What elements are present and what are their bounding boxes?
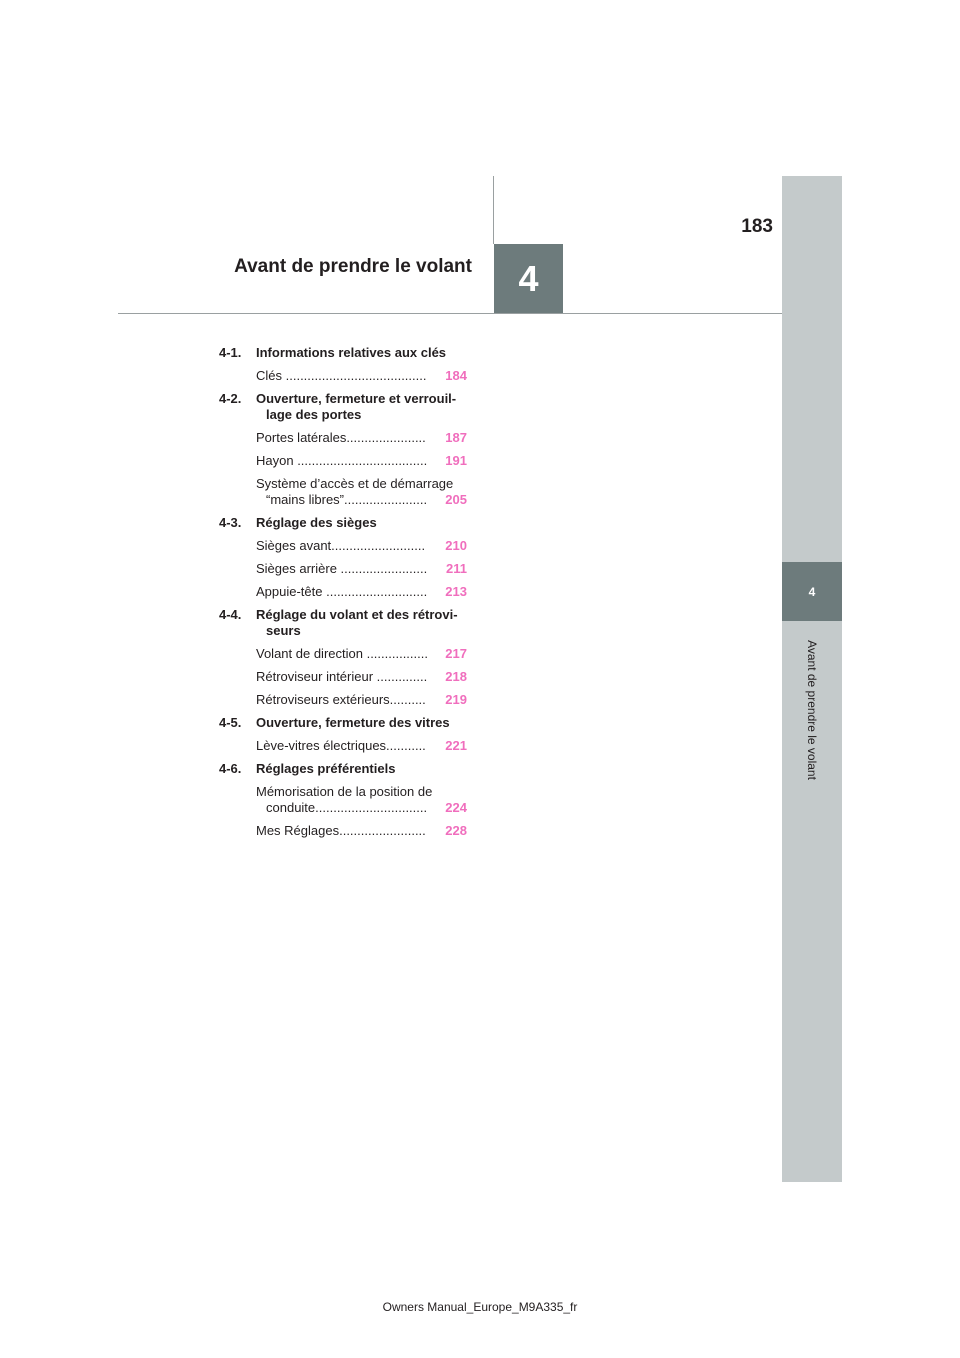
toc-entry[interactable] [256,823,467,839]
entry-page-link[interactable]: 191 [445,453,467,468]
section-number: 4-1. [219,345,242,360]
entry-label-continued: “mains libres”....................... [266,492,428,507]
header-vertical-rule [493,176,494,244]
section-title-continued: seurs [266,623,301,638]
toc-entry[interactable] [256,538,467,554]
section-title: Ouverture, fermeture des vitres [256,715,450,730]
toc-entry[interactable] [256,430,467,446]
entry-page-link[interactable]: 211 [446,561,467,576]
toc-section [219,761,467,777]
toc-entry[interactable] [256,784,467,816]
toc-section [219,715,467,731]
entry-label: Hayon .................................... [256,453,428,468]
toc-section [219,345,467,361]
entry-label: Mémorisation de la position de [256,784,433,799]
toc-entry[interactable] [256,476,467,508]
entry-label: Volant de direction ................. [256,646,428,661]
entry-page-link[interactable]: 218 [445,669,467,684]
section-title: Réglage des sièges [256,515,377,530]
toc-entry[interactable] [256,646,467,662]
toc-entry[interactable] [256,368,467,384]
section-number: 4-2. [219,391,242,406]
entry-page-link[interactable]: 205 [445,492,467,507]
entry-label: Sièges arrière ........................ [256,561,428,576]
entry-label: Rétroviseurs extérieurs.......... [256,692,426,707]
page-number: 183 [741,216,773,237]
chapter-title: Avant de prendre le volant [234,256,472,277]
entry-page-link[interactable]: 184 [445,368,467,383]
entry-label: Clés ....................................... [256,368,427,383]
toc-section [219,515,467,531]
entry-page-link[interactable]: 217 [445,646,467,661]
toc-entry[interactable] [256,669,467,685]
entry-page-link[interactable]: 228 [445,823,467,838]
section-title-continued: lage des portes [266,407,362,422]
entry-label-continued: conduite............................... [266,800,428,815]
entry-label: Mes Réglages........................ [256,823,426,838]
toc-entry[interactable] [256,453,467,469]
toc-entry[interactable] [256,561,467,577]
table-of-contents [219,345,467,839]
section-number: 4-4. [219,607,242,622]
entry-page-link[interactable]: 221 [445,738,467,753]
side-chapter-tab: 4 [782,562,842,621]
section-number: 4-6. [219,761,242,776]
section-title: Informations relatives aux clés [256,345,447,360]
toc-entry[interactable] [256,738,467,754]
section-title: Réglages préférentiels [256,761,396,776]
entry-label: Système d’accès et de démarrage [256,476,454,491]
chapter-number-box: 4 [494,244,563,313]
toc-section [219,391,467,423]
section-title: Réglage du volant et des rétrovi- [256,607,458,622]
section-number: 4-3. [219,515,242,530]
entry-label: Lève-vitres électriques........... [256,738,426,753]
entry-label: Sièges avant.......................... [256,538,426,553]
toc-entry[interactable] [256,692,467,708]
entry-page-link[interactable]: 187 [445,430,467,445]
entry-label: Portes latérales...................... [256,430,426,445]
entry-page-link[interactable]: 219 [445,692,467,707]
entry-page-link[interactable]: 224 [445,800,467,815]
entry-label: Appuie-tête ............................ [256,584,428,599]
side-chapter-label: Avant de prendre le volant [805,640,819,780]
entry-label: Rétroviseur intérieur .............. [256,669,428,684]
entry-page-link[interactable]: 213 [445,584,467,599]
section-title: Ouverture, fermeture et verrouil- [256,391,457,406]
header-horizontal-rule [118,313,782,314]
section-number: 4-5. [219,715,242,730]
footer-document-id: Owners Manual_Europe_M9A335_fr [382,1300,578,1314]
entry-page-link[interactable]: 210 [445,538,467,553]
toc-entry[interactable] [256,584,467,600]
toc-section [219,607,467,639]
